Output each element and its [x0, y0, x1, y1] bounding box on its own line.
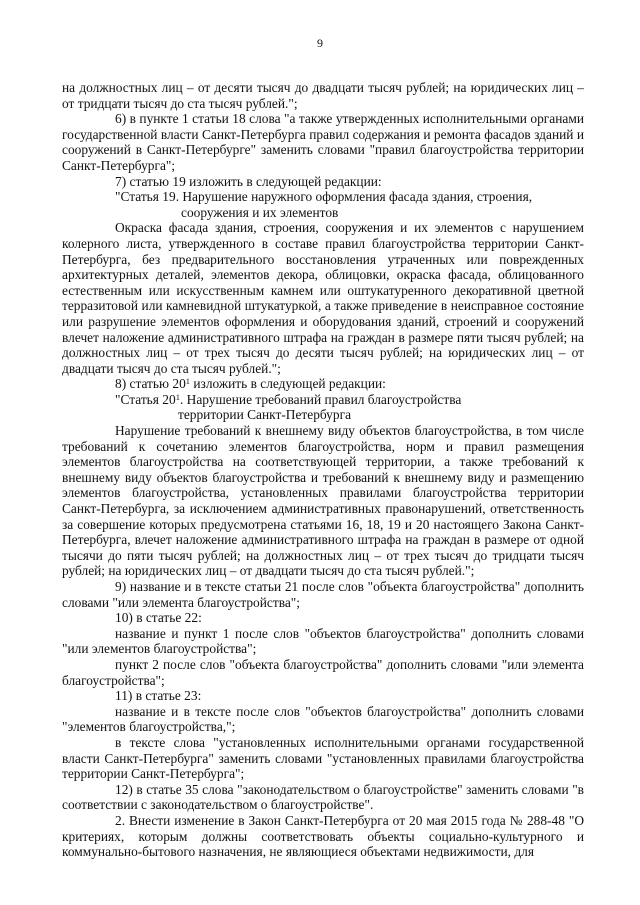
paragraph: 10) в статье 22: [115, 610, 202, 626]
paragraph: 11) в статье 23: [115, 688, 202, 704]
paragraph: 2. Внести изменение в Закон Санкт-Петербурга от 20 мая 2015 года № 288-48 "О критериях, которым должны соответствовать объекты социально-культурного и коммунально-бытового назначения, не являющиеся объектами недвижимости, для [62, 812, 584, 860]
article-title-line: территории Санкт-Петербурга [178, 407, 352, 423]
paragraph: 12) в статье 35 слова "законодательством о благоустройстве" заменить словами "в соответствии с законодательством о благоустройстве". [62, 781, 584, 813]
article-title-line: сооружения и их элементов [181, 204, 339, 220]
article-title-line [62, 392, 584, 408]
paragraph: 7) статью 19 изложить в следующей редакции: [115, 173, 382, 189]
paragraph: название и пункт 1 после слов "объектов благоустройства" дополнить словами "или элементов благоустройства"; [62, 625, 584, 657]
text-segment: "Статья 20 [115, 391, 176, 407]
paragraph: пункт 2 после слов "объекта благоустройства" дополнить словами "или элемента благоустройства"; [62, 656, 584, 688]
paragraph: в тексте слова "установленных исполнительными органами государственной власти Санкт-Петербурга" заменить словами "установленных правилами благоустройства территории Санкт-Петербурга"; [62, 734, 584, 782]
article-title-line: "Статья 19. Нарушение наружного оформления фасада здания, строения, [115, 189, 533, 205]
text-segment: . Нарушение требований правил благоустройства [179, 391, 462, 407]
document-body [62, 80, 584, 860]
paragraph: название и в тексте после слов "объектов благоустройства" дополнить словами "элементов благоустройства,"; [62, 703, 584, 735]
paragraph: 9) название и в тексте статьи 21 после слов "объекта благоустройства" дополнить словами "или элемента благоустройства"; [62, 579, 584, 610]
paragraph: Окраска фасада здания, строения, сооружения и их элементов с нарушением колерного листа, утвержденного в составе правил благоустройства территории Санкт-Петербурга, без предварительного восстановления утраченных или поврежденных архитектурных деталей, элементов декора, облицовки, окраска фасада, облицованного естественным или искусственным камнем или оштукатуренного декоративной цветной терразитовой или камневидной штукатуркой, а также приведение в неисправное состояние или разрушение элементов оформления и оборудования зданий, строений и сооружений влечет наложение административного штрафа на граждан в размере пяти тысяч рублей; на должностных лиц – от трех тысяч до десяти тысяч рублей; на юридических лиц – от двадцати тысяч до ста тысяч рублей."; [62, 220, 584, 376]
paragraph: Нарушение требований к внешнему виду объектов благоустройства, в том числе требований к сочетанию элементов благоустройства, норм и правил размещения элементов благоустройства на соответствующей территории, а также требований к внешнему виду объектов благоустройства и требований к внешнему виду и размещению элементов благоустройства, установленных правилами благоустройства территории Санкт-Петербурга, за исключением административных правонарушений, ответственность за совершение которых предусмотрена статьями 16, 18, 19 и 20 настоящего Закона Санкт-Петербурга, влечет наложение административного штрафа на граждан в размере от одной тысячи до пяти тысяч рублей; на должностных лиц – от трех тысяч до тридцати тысяч рублей; на юридических лиц – от двадцати тысяч до ста тысяч рублей."; [62, 423, 584, 579]
superscript: 1 [185, 376, 191, 387]
paragraph [62, 376, 584, 392]
page-number: 9 [317, 36, 323, 50]
text-segment: 8) статью 20 [115, 376, 186, 392]
superscript: 1 [175, 391, 180, 402]
paragraph: на должностных лиц – от десяти тысяч до двадцати тысяч рублей; на юридических лиц – от тридцати тысяч до ста тысяч рублей."; [62, 80, 584, 111]
paragraph: 6) в пункте 1 статьи 18 слова "а также утвержденных исполнительными органами государственной власти Санкт-Петербурга правил содержания и ремонта фасадов зданий и сооружений в Санкт-Петербурге" заменить словами "правил благоустройства территории Санкт-Петербурга"; [62, 111, 584, 173]
text-segment: изложить в следующей редакции: [190, 376, 386, 392]
